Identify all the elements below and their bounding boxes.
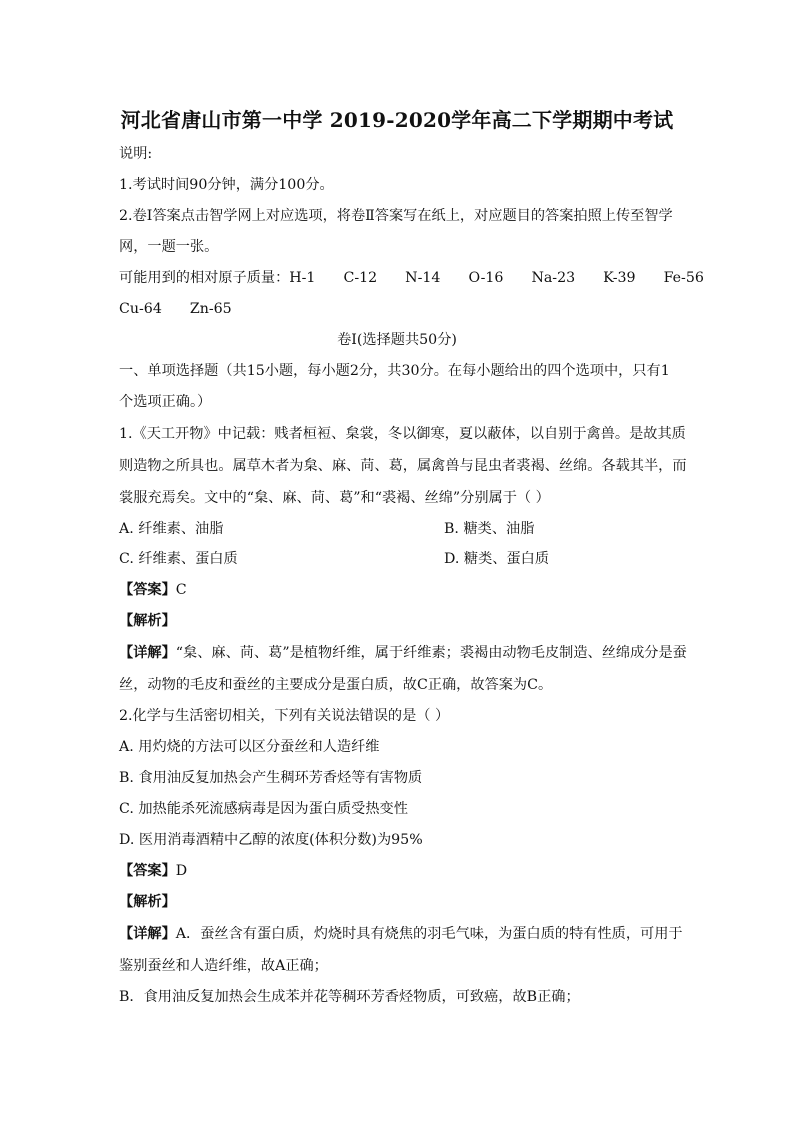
detail-label: 【详解】	[119, 645, 176, 661]
q2-option-d: D. 医用消毒酒精中乙醇的浓度(体积分数)为95%	[119, 832, 423, 848]
atomic-mass-label: 可能用到的相对原子质量：	[119, 270, 290, 286]
atomic-mass-item: N-14	[405, 270, 441, 286]
q1-analysis-label: 【解析】	[119, 613, 176, 629]
page-title: 河北省唐山市第一中学 2019-2020学年高二下学期期中考试	[120, 108, 674, 132]
q1-answer	[119, 580, 187, 600]
q2-detail-line-2: 鉴别蚕丝和人造纤维，故A正确；	[119, 958, 328, 974]
q1-detail-line-1	[119, 643, 687, 663]
q1-option-b: B. 糖类、油脂	[444, 521, 535, 537]
atomic-mass-row-1	[119, 268, 732, 288]
q2-option-c: C. 加热能杀死流感病毒是因为蛋白质受热变性	[119, 801, 408, 817]
q2-detail-line-1	[119, 924, 683, 944]
notes-label: 说明:	[119, 146, 153, 162]
answer-value: C	[175, 582, 187, 598]
atomic-mass-item: H-1	[289, 270, 316, 286]
section-title: 卷Ⅰ(选择题共50分)	[337, 332, 457, 348]
detail-label: 【详解】	[119, 926, 176, 942]
q1-option-a: A. 纤维素、油脂	[119, 521, 224, 537]
detail-text: “枲、麻、苘、葛”是植物纤维，属于纤维素；裘褐由动物毛皮制造、丝绵成分是蚕	[175, 645, 687, 661]
q2-detail-line-3: B．食用油反复加热会生成苯并花等稠环芳香烃物质，可致癌，故B正确；	[119, 989, 580, 1005]
atomic-mass-row-2	[119, 299, 260, 319]
q1-stem-line-1: 1.《天工开物》中记载：贱者桓裋、枲裳，冬以御寒，夏以蔽体，以自别于禽兽。是故其质	[119, 426, 686, 442]
atomic-mass-item: C-12	[343, 270, 378, 286]
q1-detail-line-2: 丝，动物的毛皮和蚕丝的主要成分是蛋白质，故C正确，故答案为C。	[119, 677, 553, 693]
q1-stem-line-2: 则造物之所具也。属草木者为枲、麻、苘、葛，属禽兽与昆虫者裘褐、丝绵。各载其半，而	[119, 458, 687, 474]
atomic-mass-item: Na-23	[531, 270, 576, 286]
part-intro-line-1: 一、单项选择题（共15小题，每小题2分，共30分。在每小题给出的四个选项中，只有1	[119, 363, 670, 379]
atomic-mass-item: K-39	[603, 270, 636, 286]
q1-option-c: C. 纤维素、蛋白质	[119, 551, 238, 567]
note-line-2: 2.卷Ⅰ答案点击智学网上对应选项，将卷Ⅱ答案写在纸上，对应题目的答案拍照上传至智学	[119, 208, 673, 224]
answer-label: 【答案】	[119, 863, 176, 879]
atomic-mass-item: Fe-56	[663, 270, 704, 286]
part-intro-line-2: 个选项正确。）	[119, 394, 212, 410]
note-line-3: 网，一题一张。	[119, 239, 219, 255]
q1-stem-line-3: 裳服充焉矣。文中的“枲、麻、苘、葛”和“裘褐、丝绵”分别属于（ ）	[119, 490, 550, 506]
atomic-mass-item: O-16	[468, 270, 504, 286]
q2-analysis-label: 【解析】	[119, 894, 176, 910]
atomic-mass-item: Cu-64	[119, 301, 162, 317]
answer-value: D	[175, 863, 188, 879]
atomic-mass-item: Zn-65	[189, 301, 232, 317]
q1-option-d: D. 糖类、蛋白质	[444, 551, 550, 567]
note-line-1: 1.考试时间90分钟，满分100分。	[119, 177, 334, 193]
q2-option-b: B. 食用油反复加热会产生稠环芳香烃等有害物质	[119, 770, 423, 786]
q2-answer	[119, 861, 187, 881]
answer-label: 【答案】	[119, 582, 176, 598]
q2-option-a: A. 用灼烧的方法可以区分蚕丝和人造纤维	[119, 739, 380, 755]
detail-text: A．蚕丝含有蛋白质，灼烧时具有烧焦的羽毛气味，为蛋白质的特有性质，可用于	[175, 926, 683, 942]
q2-stem: 2.化学与生活密切相关，下列有关说法错误的是（ ）	[119, 708, 450, 724]
